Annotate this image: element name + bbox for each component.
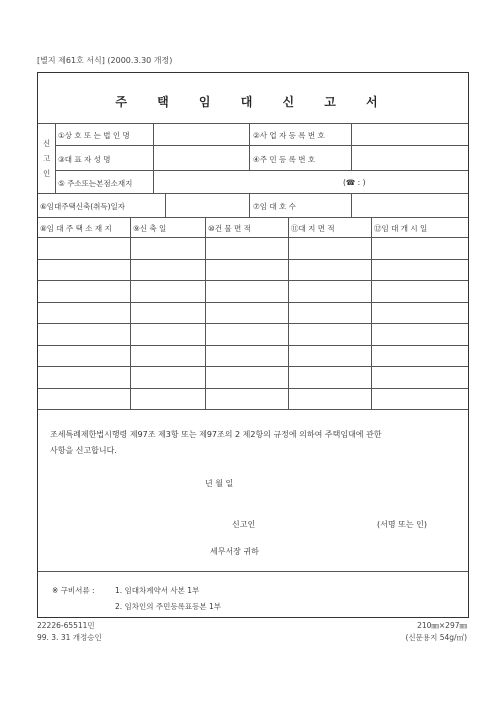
table-column-divider — [205, 217, 206, 409]
title-divider — [38, 123, 468, 124]
statement-bottom — [38, 571, 468, 572]
address-label: ⑤ 주소또는본점소재지 — [58, 179, 133, 188]
recipient-line: 세무서장 귀하 — [210, 547, 259, 556]
paper-size: 210㎜×297㎜ — [417, 621, 467, 630]
signer-label: 신고인 — [232, 520, 256, 529]
attachments-label: ※ 구비서류 : — [52, 586, 95, 595]
form-code: 22226-65511민 — [37, 621, 95, 630]
table-header-bottom — [38, 237, 468, 238]
table-header-building-area: ⑩건 물 면 적 — [208, 224, 251, 233]
table-row-line — [38, 259, 468, 260]
company-name-label: ①상 호 또 는 법 인 명 — [58, 131, 130, 140]
approval-note: 99. 3. 31 개정승인 — [37, 633, 102, 642]
paper-spec: (신문용지 54g/㎡) — [405, 633, 467, 642]
table-row-line — [38, 366, 468, 367]
table-column-divider — [130, 217, 131, 409]
rental-units-label: ⑦임 대 호 수 — [253, 202, 296, 211]
attachment-item: 1. 임대차계약서 사본 1부 — [115, 586, 200, 595]
representative-name-label: ③대 표 자 성 명 — [58, 155, 111, 164]
form-header-note: [별지 제61호 서식] (2000.3.30 개정) — [37, 56, 173, 65]
table-column-divider — [288, 217, 289, 409]
table-header-construction-date: ⑨신 축 일 — [133, 224, 167, 233]
reporter-label-char: 신 — [43, 139, 51, 148]
form-title: 주 택 임 대 신 고 서 — [115, 95, 391, 109]
resident-reg-number-label: ④주 민 등 록 번 호 — [253, 155, 316, 164]
table-column-divider — [371, 217, 372, 409]
row-divider-1 — [55, 145, 468, 146]
statement-text: 조세특례제한법시행령 제97조 제3항 또는 제97조의 2 제2항의 규정에 의하여 주택임대에 관한 — [50, 430, 382, 439]
table-row-line — [38, 302, 468, 303]
reporter-group-divider — [55, 123, 56, 193]
row-divider-2 — [55, 170, 468, 171]
phone-field: (☎ : ) — [343, 178, 366, 187]
label-value-divider — [165, 193, 166, 217]
row-divider-3 — [38, 193, 468, 194]
report-form — [37, 72, 469, 618]
table-row-line — [38, 388, 468, 389]
table-header-land-area: ⑪대 지 면 적 — [291, 224, 335, 233]
table-row-line — [38, 280, 468, 281]
column-divider — [249, 123, 250, 170]
statement-text: 사항을 신고합니다. — [50, 446, 117, 455]
business-reg-number-label: ②사 업 자 등 록 번 호 — [253, 131, 325, 140]
label-value-divider — [351, 123, 352, 170]
construction-date-label: ⑥임대주택신축(취득)일자 — [40, 202, 126, 211]
reporter-label-char: 인 — [43, 169, 51, 178]
report-date: 년 월 일 — [205, 479, 234, 488]
attachment-item: 2. 임차인의 주민등록표등본 1부 — [115, 602, 222, 611]
label-value-divider — [153, 170, 154, 193]
table-header-location: ⑧임 대 주 택 소 재 지 — [40, 224, 112, 233]
signature-placeholder: (서명 또는 인) — [377, 520, 427, 529]
table-row-line — [38, 323, 468, 324]
table-header-rental-start-date: ⑫임 대 개 시 일 — [374, 224, 428, 233]
row-divider-4 — [38, 217, 468, 218]
column-divider — [249, 193, 250, 217]
label-value-divider — [153, 123, 154, 170]
table-bottom — [38, 409, 468, 410]
label-value-divider — [351, 193, 352, 217]
reporter-label-char: 고 — [43, 154, 51, 163]
table-row-line — [38, 345, 468, 346]
